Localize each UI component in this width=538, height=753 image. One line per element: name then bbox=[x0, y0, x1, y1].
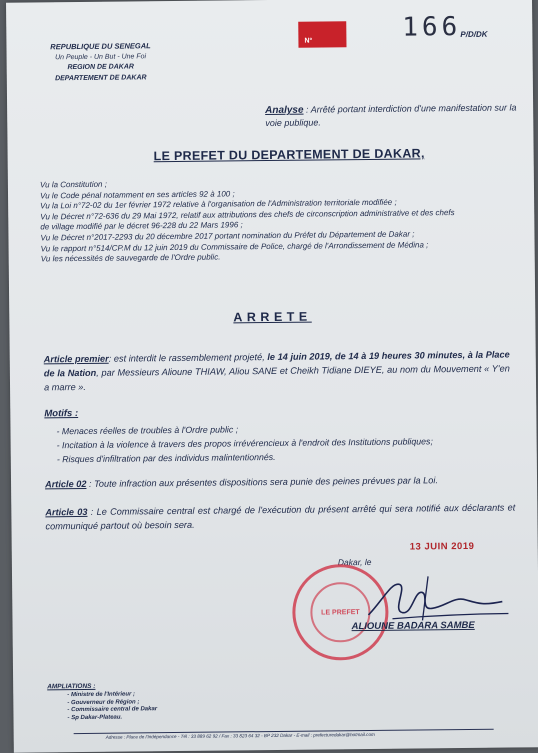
vu-line: Vu le rapport n°514/CP.M du 12 juin 2019 du Commissaire de Police, chargé de l'Arrondissement de Médina ; bbox=[40, 239, 429, 253]
signature-date-stamp: 13 JUIN 2019 bbox=[409, 540, 475, 553]
article-3-label: Article 03 bbox=[45, 506, 88, 518]
letterhead bbox=[20, 41, 180, 85]
article-1-text-a: : est interdit le rassemblement projeté, bbox=[108, 352, 268, 364]
document-title: LE PREFET DU DEPARTEMENT DE DAKAR, bbox=[153, 146, 425, 164]
department-name: DEPARTEMENT DE DAKAR bbox=[55, 73, 147, 82]
vu-line: Vu la Loi n°72-02 du 1er février 1972 relative à l'organisation de l'Administration territoriale modifiée ; bbox=[40, 197, 397, 211]
vu-list bbox=[40, 175, 538, 265]
national-motto: Un Peuple - Un But - Une Foi bbox=[55, 52, 147, 61]
article-3 bbox=[45, 500, 515, 533]
seal-text: LE PREFET bbox=[321, 608, 360, 616]
vu-line: Vu le Décret n°2017-2293 du 20 décembre 2017 portant nomination du Préfet du Département de Dakar ; bbox=[40, 229, 415, 243]
analyse-text: : Arrêté portant interdiction d'une manifestation sur la voie publique. bbox=[265, 102, 517, 129]
analyse-label: Analyse bbox=[265, 104, 304, 117]
motifs-list bbox=[56, 419, 526, 466]
ampliation-item: - Gouverneur de Région ; bbox=[67, 699, 157, 708]
article-3-text: : Le Commissaire central est chargé de l'exécution du présent arrêté qui sera notifié aux déclarants et communiqué partout où besoin sera. bbox=[45, 502, 516, 532]
vu-line: Vu les nécessités de sauvegarde de l'Ordre public. bbox=[40, 252, 221, 264]
ampliations-label: AMPLIATIONS : bbox=[47, 682, 96, 691]
reference-suffix: P/D/DK bbox=[460, 29, 488, 39]
article-1 bbox=[44, 347, 510, 394]
reference-number: 166 bbox=[402, 11, 462, 43]
motif-item: - Risques d'infiltration par des individus malintentionnés. bbox=[57, 447, 527, 466]
country-name: REPUBLIQUE DU SENEGAL bbox=[50, 41, 151, 52]
analyse-block bbox=[265, 101, 535, 129]
motif-item: - Menaces réelles de troubles à l'Ordre public ; bbox=[56, 419, 526, 438]
ampliation-item: - Ministre de l'Intérieur ; bbox=[67, 691, 157, 700]
article-2-text: : Toute infraction aux présentes dispositions sera punie des peines prévues par la Loi. bbox=[86, 475, 439, 489]
reference-stamp bbox=[298, 21, 346, 48]
ampliations-list bbox=[67, 691, 157, 722]
vu-line: Vu le Code pénal notamment en ses articles 92 à 100 ; bbox=[39, 188, 235, 201]
footer-address: Adresse : Place de l'Indépendance - Tél : 33 889 62 92 / Fax : 33 823 64 32 - BP 232 Dakar - E-mail : prefecturedakar@hotmail.com bbox=[105, 731, 375, 740]
motif-item: - Incitation à la violence à travers des propos irrévérencieux à l'endroit des Institutions publiques; bbox=[57, 433, 527, 452]
arrete-heading: ARRETE bbox=[233, 309, 312, 325]
document-page bbox=[6, 0, 538, 753]
handwritten-signature bbox=[362, 569, 513, 627]
ampliation-item: - Commissaire central de Dakar bbox=[67, 706, 157, 715]
reference-prefix: N° bbox=[304, 37, 313, 45]
vu-line: de village modifié par le décret 96-228 du 22 Mars 1996 ; bbox=[40, 220, 243, 232]
article-2 bbox=[45, 475, 438, 489]
article-1-text-b: , par Messieurs Alioune THIAW, Aliou SANE et Cheikh Tidiane DIEYE, au nom du Mouvement « Y'en a marre ». bbox=[43, 363, 510, 393]
vu-line: Vu la Constitution ; bbox=[39, 179, 107, 190]
article-1-label: Article premier bbox=[43, 353, 109, 365]
motifs-label: Motifs : bbox=[44, 408, 79, 420]
article-2-label: Article 02 bbox=[45, 478, 87, 490]
article-1-bold: le 14 juin 2019, de 14 à 19 heures 30 minutes, à la Place de la Nation bbox=[43, 349, 510, 379]
region-name: REGION DE DAKAR bbox=[67, 63, 134, 72]
signature-place: Dakar, le bbox=[337, 556, 372, 568]
signer-name: ALIOUNE BADARA SAMBE bbox=[351, 619, 475, 633]
vu-line: Vu le Décret n°72-636 du 29 Mai 1972, relatif aux attributions des chefs de circonscription administrative et des chefs bbox=[40, 207, 455, 222]
ampliation-item: - Sp Dakar-Plateau. bbox=[67, 714, 157, 723]
